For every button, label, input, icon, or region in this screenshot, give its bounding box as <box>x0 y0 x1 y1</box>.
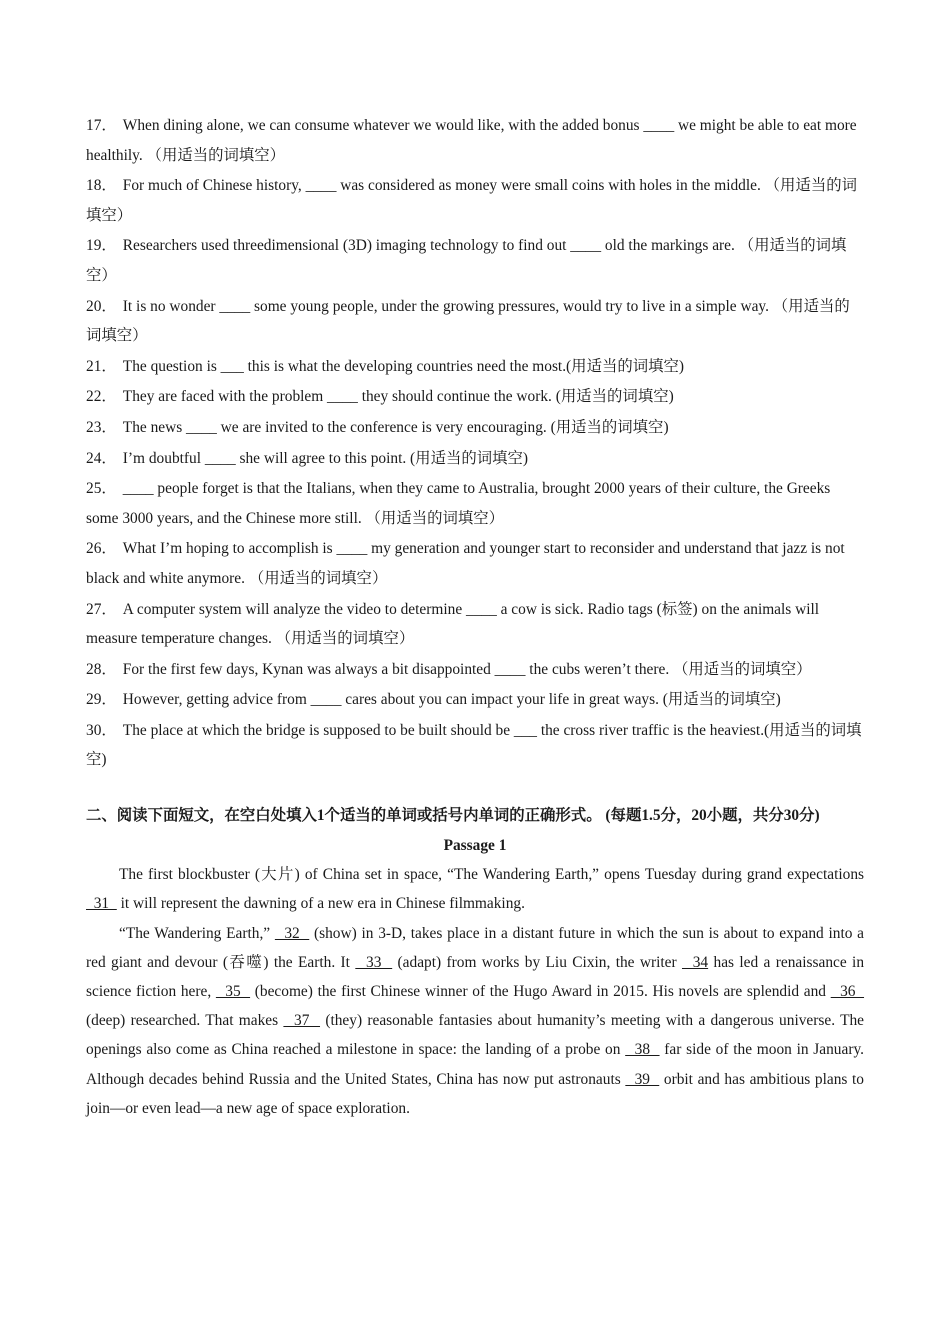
paragraph-text: (deep) researched. That makes <box>86 1012 284 1030</box>
blank-39: 39 <box>625 1070 660 1088</box>
paragraph-text: (show) in 3-D, takes place in a distant future in which the sun is about to expand into a red giant and devour (吞噬) the Earth. It <box>86 924 865 971</box>
passage-paragraph-1 <box>86 860 864 918</box>
question-text: ____ people forget is that the Italians, when they came to Australia, brought 2000 years of their culture, the Greeks some 3000 years, and the Chinese more still. （用适当的词填空） <box>86 480 831 527</box>
paragraph-text: (adapt) from works by Liu Cixin, the writer <box>392 953 682 971</box>
question-number: 27． <box>86 600 117 618</box>
question-text: They are faced with the problem ____ they should continue the work. (用适当的词填空) <box>122 388 674 406</box>
question-text: A computer system will analyze the video to determine ____ a cow is sick. Radio tags (标签) on the animals will measure temperature changes. （用适当的词填空） <box>86 600 820 648</box>
paragraph-text: (become) the first Chinese winner of the Hugo Award in 2015. His novels are splendid and <box>250 983 831 1001</box>
section-heading: 二、阅读下面短文，在空白处填入1个适当的单词或括号内单词的正确形式。 (每题1.5分，20小题，共分30分) <box>86 807 820 825</box>
question-number: 28． <box>86 660 117 678</box>
question-number: 20． <box>86 297 117 315</box>
question-26 <box>86 534 864 593</box>
question-list <box>86 111 864 775</box>
paragraph-text: (they) reasonable fantasies about humanity’s meeting with a dangerous universe. The openings also come as China reached a milestone in space: the landing of a probe on <box>86 1012 864 1059</box>
question-text: The place at which the bridge is supposed to be built should be ___ the cross river traffic is the heaviest.(用适当的词填空) <box>86 721 862 769</box>
question-text: I’m doubtful ____ she will agree to this point. (用适当的词填空) <box>122 449 529 467</box>
question-number: 24． <box>86 449 117 467</box>
question-25 <box>86 474 864 533</box>
question-text: The news ____ we are invited to the conference is very encouraging. (用适当的词填空) <box>122 418 669 436</box>
question-number: 22． <box>86 388 117 406</box>
question-number: 18． <box>86 177 117 195</box>
question-27 <box>86 595 864 654</box>
question-24 <box>86 444 864 474</box>
question-22 <box>86 382 864 412</box>
question-number: 17． <box>86 117 117 134</box>
question-text: Researchers used threedimensional (3D) imaging technology to find out ____ old the markings are. （用适当的词填空） <box>86 237 847 284</box>
question-text: When dining alone, we can consume whatever we would like, with the added bonus ____ we might be able to eat more healthily. （用适当的词填空） <box>86 117 857 164</box>
question-30 <box>86 716 864 775</box>
question-text: What I’m hoping to accomplish is ____ my generation and younger start to reconsider and understand that jazz is not black and white anymore. （用适当的词填空） <box>86 540 845 587</box>
blank-38: 38 <box>625 1041 660 1059</box>
question-number: 30． <box>86 721 117 739</box>
question-17 <box>86 111 864 170</box>
question-29 <box>86 685 864 715</box>
question-number: 21． <box>86 357 117 375</box>
question-21 <box>86 352 864 382</box>
blank-35: 35 <box>215 983 251 1001</box>
blank-36: 36 <box>830 983 865 1001</box>
paragraph-text: “The Wandering Earth,” <box>119 924 275 942</box>
paragraph-text: has led a renaissance in science fiction here, <box>86 953 865 1001</box>
question-28 <box>86 655 864 685</box>
question-text: For the first few days, Kynan was always a bit disappointed ____ the cubs weren’t there. （用适当的词填空） <box>122 660 812 678</box>
question-number: 25． <box>86 480 117 498</box>
question-number: 26． <box>86 540 117 558</box>
blank-32: 32 <box>274 924 310 942</box>
question-text: The question is ___ this is what the developing countries need the most.(用适当的词填空) <box>122 357 685 375</box>
question-18 <box>86 171 864 230</box>
blank-34: 34 <box>681 953 709 971</box>
passage-title: Passage 1 <box>443 836 507 854</box>
question-20 <box>86 292 864 351</box>
document-page <box>86 111 864 1123</box>
blank-37: 37 <box>283 1012 321 1030</box>
question-19 <box>86 231 864 290</box>
question-number: 23． <box>86 418 117 436</box>
paragraph-text: The first blockbuster (大片) of China set in space, “The Wandering Earth,” opens Tuesday during grand expectations <box>119 866 864 884</box>
question-text: It is no wonder ____ some young people, under the growing pressures, would try to live in a simple way. （用适当的词填空） <box>86 297 850 345</box>
question-text: However, getting advice from ____ cares about you can impact your life in great ways. (用适当的词填空) <box>122 691 781 709</box>
passage-paragraph-2 <box>86 919 864 1123</box>
paragraph-text: it will represent the dawning of a new era in Chinese filmmaking. <box>116 895 525 913</box>
paragraph-text: far side of the moon in January. Although decades behind Russia and the United States, China has now put astronauts <box>86 1041 865 1088</box>
question-number: 19． <box>86 237 117 255</box>
question-text: For much of Chinese history, ____ was considered as money were small coins with holes in the middle. （用适当的词填空） <box>86 177 858 224</box>
blank-33: 33 <box>355 953 393 971</box>
question-23 <box>86 413 864 443</box>
blank-31: 31 <box>86 895 117 913</box>
question-number: 29． <box>86 691 117 709</box>
paragraph-text: orbit and has ambitious plans to join—or even lead—a new age of space exploration. <box>86 1070 864 1117</box>
